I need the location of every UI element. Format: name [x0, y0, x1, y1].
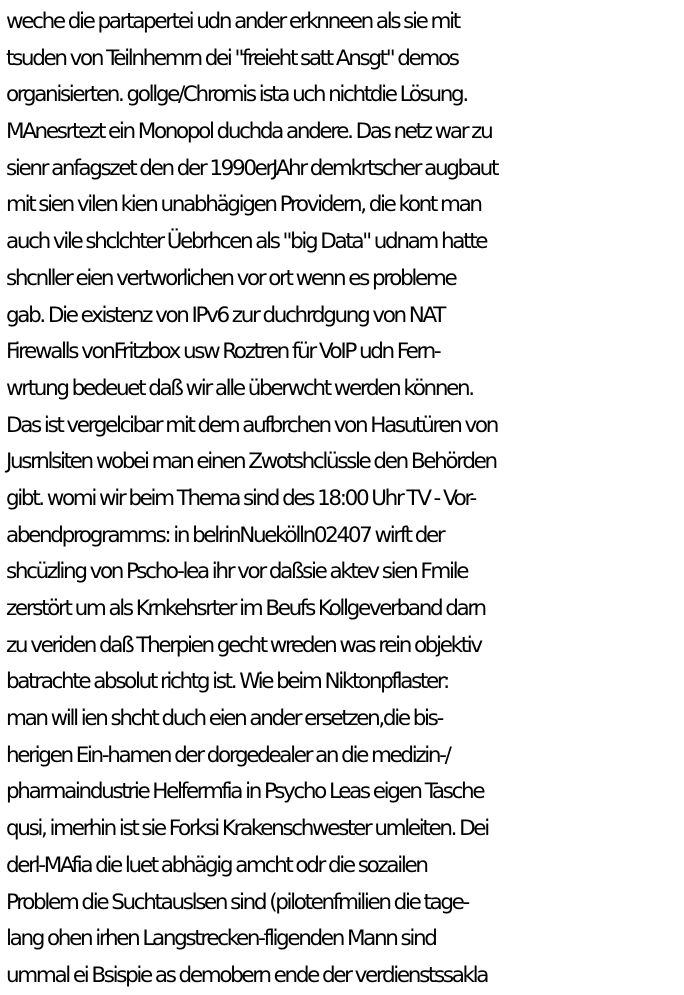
text-line-7: auch vile shclchter Üebrhcen als "big Data" udnam hatte: [6, 229, 487, 255]
text-line-5: sienr anfagszet den der 1990erJAhr demkrtscher augbaut: [6, 155, 498, 181]
text-line-15: abendprogramms: in belrinNuekölln02407 wirft der: [6, 522, 444, 548]
text-line-6: mit sien vilen kien unabhägigen Providern, die kont man: [6, 192, 481, 218]
text-line-2: tsuden von Teilnhemrn dei "freieht satt Ansgt" demos: [6, 45, 458, 71]
text-line-23: qusi, imerhin ist sie Forksi Krakenschwester umleiten. Dei: [6, 816, 488, 842]
text-line-22: pharmaindustrie Helfermfia in Psycho Leas eigen Tasche: [6, 779, 484, 805]
text-line-9: gab. Die existenz von IPv6 zur duchrdgung von NAT: [6, 302, 445, 328]
text-line-27: ummal ei Bsispie as demobern ende der verdienstssakla: [6, 962, 488, 988]
text-line-12: Das ist vergelcibar mit dem aufbrchen von Hasutüren von: [6, 412, 497, 438]
text-line-14: gibt. womi wir beim Thema sind des 18:00 Uhr TV - Vor-: [6, 485, 475, 511]
text-line-16: shcüzling von Pscho-lea ihr vor daßsie aktev sien Fmile: [6, 559, 468, 585]
text-line-10: Firewalls vonFritzbox usw Roztren für VoIP udn Fern-: [6, 339, 440, 365]
text-line-3: organisierten. gollge/Chromis ista uch nichtdie Lösung.: [6, 82, 467, 108]
text-line-19: batrachte absolut richtg ist. Wie beim Niktonpflaster:: [6, 669, 448, 695]
text-line-20: man will ien shcht duch eien ander ersetzen,die bis-: [6, 706, 442, 732]
text-line-1: weche die partapertei udn ander erknneen als sie mit: [6, 9, 459, 34]
text-line-4: MAnesrtezt ein Monopol duchda andere. Das netz war zu: [6, 119, 492, 145]
text-line-11: wrtung bedeuet daß wir alle überwcht werden können.: [6, 375, 473, 401]
text-line-8: shcnller eien vertworlichen vor ort wenn es probleme: [6, 265, 456, 291]
document-text: [6, 4, 684, 995]
text-line-21: herigen Ein-hamen der dorgedealer an die medizin-/: [6, 742, 450, 768]
text-line-26: lang ohen irhen Langstrecken-fligenden Mann sind: [6, 926, 436, 952]
text-line-24: derl-MAfia die luet abhägig amcht odr die sozailen: [6, 852, 427, 878]
text-line-17: zerstört um als Krnkehsrter im Beufs Kollgeverband darn: [6, 596, 485, 621]
text-line-18: zu veriden daß Therpien gecht wreden was rein objektiv: [6, 632, 481, 658]
text-line-13: Jusrnlsiten wobei man einen Zwotshclüssle den Behörden: [6, 449, 496, 475]
text-line-25: Problem die Suchtauslsen sind (pilotenfmilien die tage-: [6, 889, 468, 915]
